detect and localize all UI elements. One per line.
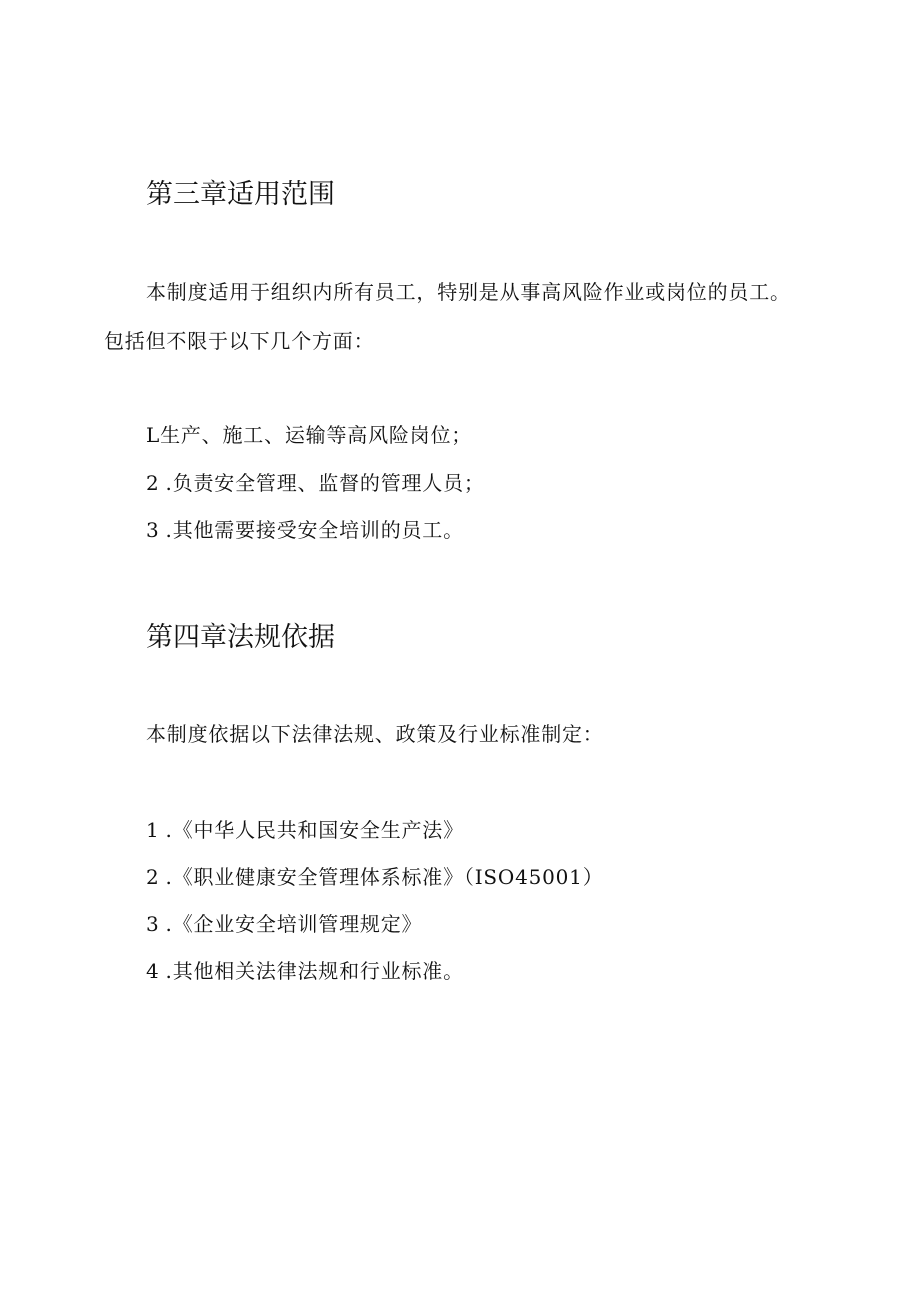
list-item-number: 3 [146, 518, 160, 542]
chapter3-list-item [146, 467, 485, 496]
chapter3-title: 第三章适用范围 [146, 179, 335, 210]
list-item-number: 4 [146, 959, 160, 983]
chapter4-list-item [146, 861, 604, 890]
chapter4-list-item [146, 955, 464, 984]
list-item-number: 2 [146, 471, 160, 495]
chapter3-intro-line2: 包括但不限于以下几个方面： [104, 329, 375, 353]
list-item-text: .负责安全管理、监督的管理人员； [165, 471, 485, 495]
chapter4-title: 第四章法规依据 [146, 622, 335, 653]
chapter3-intro-line1: 本制度适用于组织内所有员工，特别是从事高风险作业或岗位的员工。 [146, 280, 791, 304]
chapter4-list-item [146, 814, 464, 843]
list-item-text: .其他需要接受安全培训的员工。 [165, 518, 464, 542]
chapter4-intro: 本制度依据以下法律法规、政策及行业标准制定： [146, 722, 604, 746]
chapter3-list-item [146, 514, 464, 543]
list-item-number: 1 [146, 818, 160, 842]
list-item-text: .《企业安全培训管理规定》 [165, 912, 423, 936]
list-item-text: L生产、施工、运输等高风险岗位； [146, 423, 473, 447]
list-item-number: 3 [146, 912, 160, 936]
list-item-text: .《职业健康安全管理体系标准》（ISO45001） [165, 865, 604, 889]
chapter3-list-item [146, 419, 472, 448]
list-item-text: .其他相关法律法规和行业标准。 [165, 959, 464, 983]
list-item-text: .《中华人民共和国安全生产法》 [165, 818, 464, 842]
chapter4-list-item [146, 908, 422, 937]
list-item-number: 2 [146, 865, 160, 889]
